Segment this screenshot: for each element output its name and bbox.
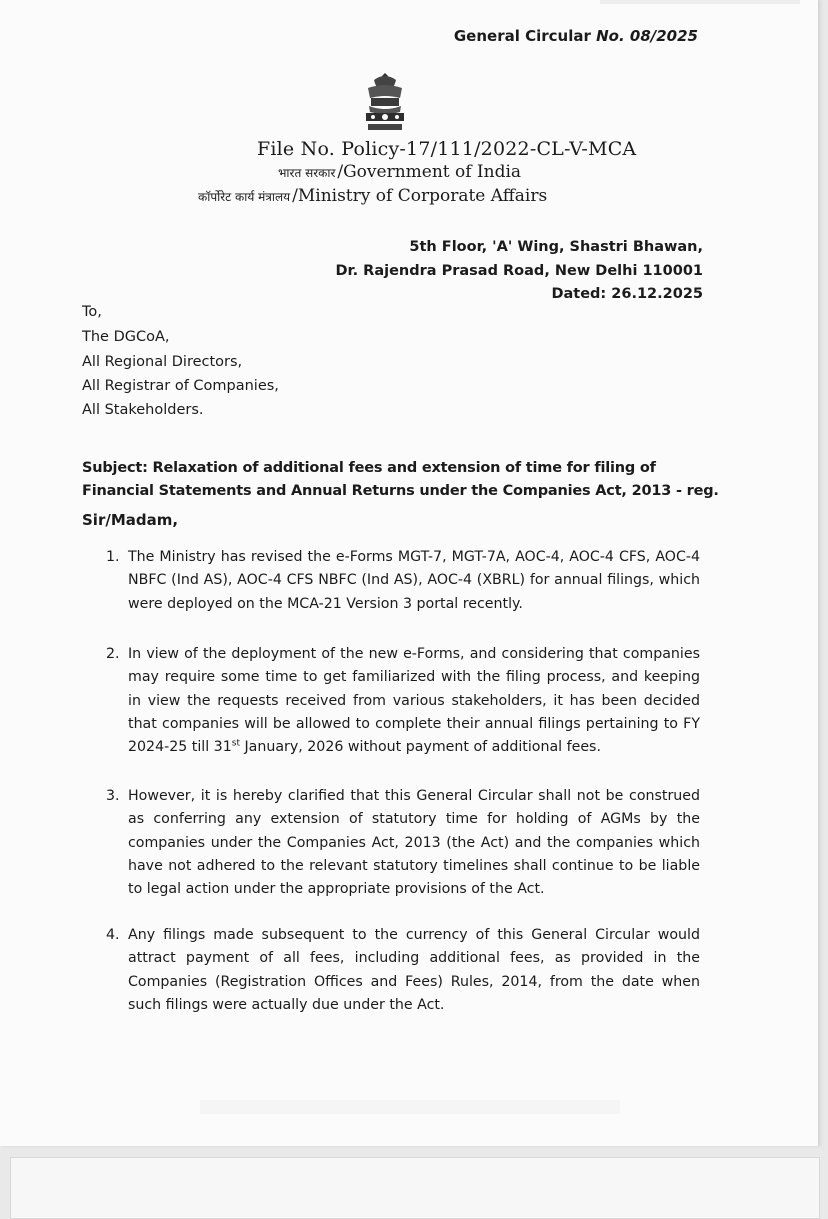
paragraph-text: The Ministry has revised the e-Forms MGT-7, MGT-7A, AOC-4, AOC-4 CFS, AOC-4 NBFC (Ind AS), AOC-4 CFS NBFC (Ind AS), AOC-4 (XBRL) for annual filings, which were deployed on the MCA-21 Version 3 portal recently. xyxy=(128,549,700,612)
paragraph-text: However, it is hereby clarified that this General Circular shall not be construed as conferring any extension of statutory time for holding of AGMs by the companies under the Companies Act, 2013 (the Act) and the companies which have not adhered to the relevant statutory timelines shall continue to be liable to legal action under the appropriate provisions of the Act. xyxy=(128,788,700,898)
paragraph-number: 1. xyxy=(106,549,120,565)
recipient-dgcoa: The DGCoA, xyxy=(82,329,170,345)
address-line-2: Dr. Rajendra Prasad Road, New Delhi 110001 xyxy=(335,263,703,279)
dated: Dated: 26.12.2025 xyxy=(551,286,703,302)
paragraph-2 xyxy=(106,643,700,759)
next-page-edge xyxy=(10,1157,820,1219)
recipient-to: To, xyxy=(82,304,102,320)
paragraph-1 xyxy=(106,546,700,616)
paragraph-number: 4. xyxy=(106,927,120,943)
government-of-india: भारत सरकार /Government of India xyxy=(278,162,522,182)
recipient-registrar: All Registrar of Companies, xyxy=(82,378,279,394)
national-emblem-icon xyxy=(356,70,414,136)
recipient-stakeholders: All Stakeholders. xyxy=(82,402,204,418)
paragraph-text: Any filings made subsequent to the currency of this General Circular would attract payment of all fees, including additional fees, as provided in the Companies (Registration Offices and Fees) Rules, 2014, from the date when such filings were actually due under the Act. xyxy=(128,927,700,1013)
paragraph-number: 2. xyxy=(106,646,120,662)
file-number: File No. Policy-17/111/2022-CL-V-MCA xyxy=(257,138,637,160)
paragraph-3 xyxy=(106,785,700,901)
salutation: Sir/Madam, xyxy=(82,511,179,529)
paragraph-text: In view of the deployment of the new e-Forms, and considering that companies may require some time to get familiarized with the filing process, and keeping in view the requests received from various stakeholders, it has been decided that companies will be allowed to complete their annual filings pertaining to FY 2024-25 till 31st January, 2026 without payment of additional fees. xyxy=(128,646,700,756)
subject: Subject: Relaxation of additional fees and extension of time for filing of Financial Statements and Annual Returns under the Companies Act, 2013 - reg. xyxy=(82,460,719,499)
circular-number: General Circular No. 08/2025 xyxy=(453,27,698,45)
paragraph-4 xyxy=(106,924,700,1017)
address-line-1: 5th Floor, 'A' Wing, Shastri Bhawan, xyxy=(409,239,703,255)
ministry-name: कॉर्पोरेट कार्य मंत्रालय /Ministry of Corporate Affairs xyxy=(198,186,548,206)
paragraph-number: 3. xyxy=(106,788,120,804)
recipient-regional-directors: All Regional Directors, xyxy=(82,354,243,370)
